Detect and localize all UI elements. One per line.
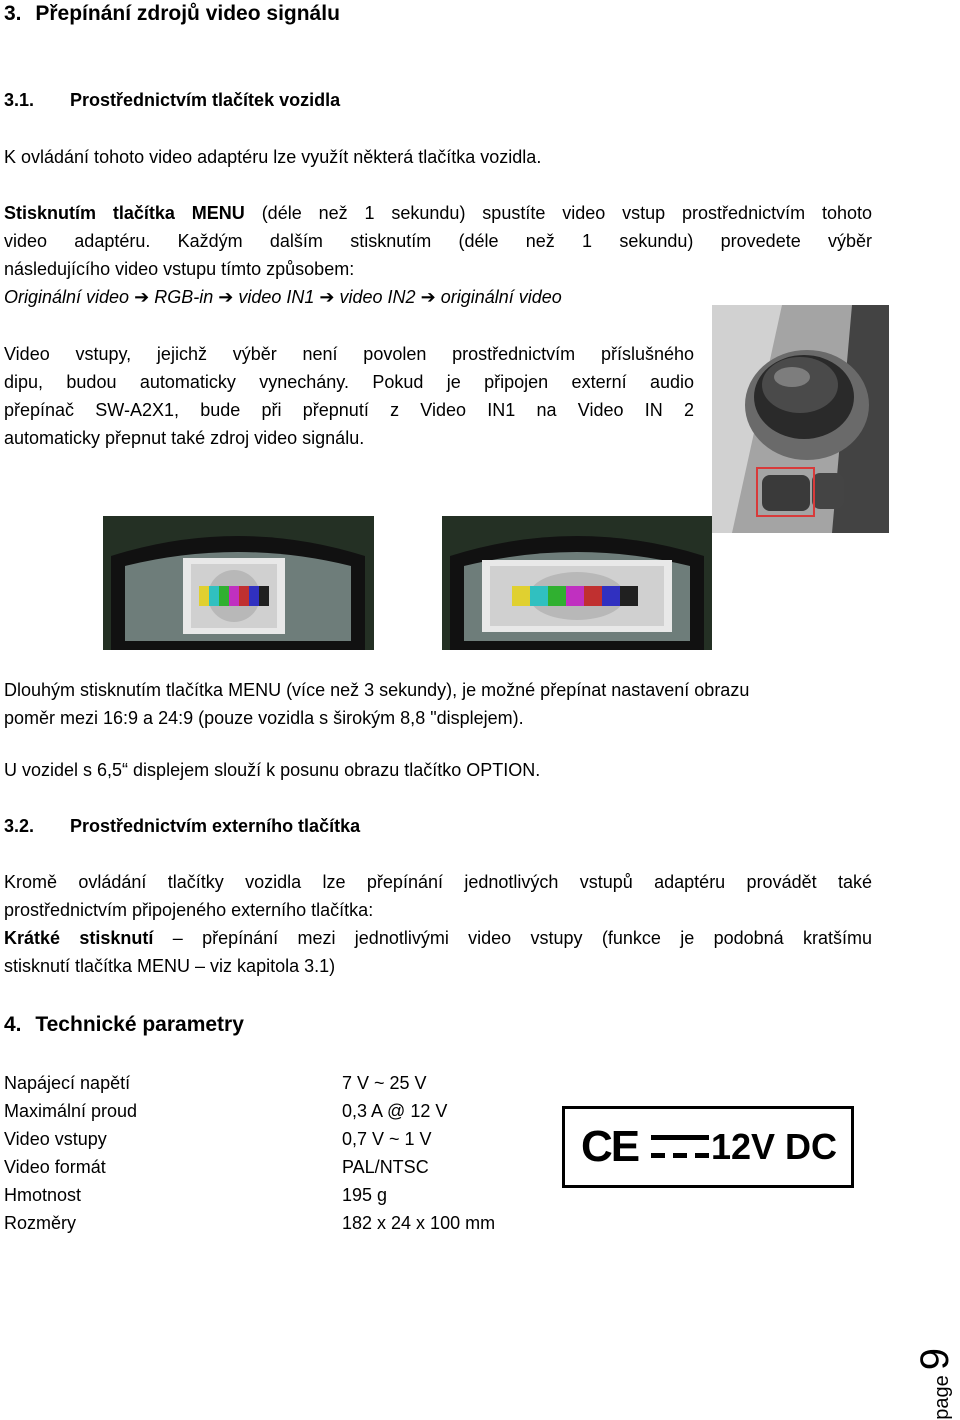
spec-label: Maximální proud xyxy=(4,1101,138,1121)
spec-value: 0,7 V ~ 1 V xyxy=(342,1129,432,1149)
spec-label: Hmotnost xyxy=(4,1185,82,1205)
long-press-paragraph xyxy=(4,676,749,732)
dip-line: automaticky přepnut také zdroj video signálu. xyxy=(4,428,365,448)
page-footer xyxy=(915,1348,956,1420)
section-number: 3.2. xyxy=(4,816,35,836)
spec-row xyxy=(4,1209,564,1237)
seq-item: RGB-in xyxy=(154,287,214,307)
ce-dc-mark xyxy=(562,1106,854,1188)
screen-test-pattern-illustration xyxy=(442,516,712,650)
spec-row xyxy=(4,1069,564,1097)
arrow-right-icon: ➔ xyxy=(319,287,335,307)
spec-value: PAL/NTSC xyxy=(342,1157,429,1177)
page-number: 9 xyxy=(913,1348,957,1371)
section-title: Prostřednictvím tlačítek vozidla xyxy=(70,90,341,110)
external-button-paragraph xyxy=(4,868,872,980)
seq-item: video IN1 xyxy=(238,287,315,307)
option-note: U vozidel s 6,5“ displejem slouží k posunu obrazu tlačítko OPTION. xyxy=(4,760,541,780)
spec-label: Napájecí napětí xyxy=(4,1073,131,1093)
page-word: page xyxy=(931,1375,953,1420)
dip-line: Video vstupy, jejichž výběr není povolen prostřednictvím příslušného xyxy=(4,344,694,364)
spec-value: 0,3 A @ 12 V xyxy=(342,1101,448,1121)
section-heading-3 xyxy=(4,0,340,28)
short-press-text: – přepínání mezi jednotlivými video vstupy (funkce je podobná kratšímu xyxy=(153,928,873,948)
spec-row xyxy=(4,1125,564,1153)
dc-voltage-label: 12V DC xyxy=(711,1126,838,1167)
menu-press-label: Stisknutím tlačítka MENU xyxy=(4,203,245,223)
spec-row xyxy=(4,1097,564,1125)
dip-line: přepínač SW-A2X1, bude při přepnutí z Video IN1 na Video IN 2 xyxy=(4,400,694,420)
seq-item: Originální video xyxy=(4,287,130,307)
menu-press-line3: následujícího video vstupu tímto způsobem: xyxy=(4,259,355,279)
seq-item: originální video xyxy=(440,287,562,307)
external-line: Kromě ovládání tlačítky vozidla lze přepínání jednotlivých vstupů adaptéru provádět také xyxy=(4,872,872,892)
screen-photo-16-9 xyxy=(103,516,374,650)
section-number: 3. xyxy=(4,2,22,25)
section-title: Přepínání zdrojů video signálu xyxy=(35,2,340,25)
section-title: Technické parametry xyxy=(35,1013,244,1036)
dc-symbol-icon xyxy=(651,1131,709,1165)
long-press-line: Dlouhým stisknutím tlačítka MENU (více než 3 sekundy), je možné přepínat nastavení obrazu xyxy=(4,680,750,700)
screen-test-pattern-illustration xyxy=(103,516,374,650)
intro-text: K ovládání tohoto video adaptéru lze využít některá tlačítka vozidla. xyxy=(4,147,542,167)
idrive-controller-photo xyxy=(712,305,889,533)
input-sequence xyxy=(4,283,562,311)
spec-label: Video formát xyxy=(4,1157,106,1177)
spec-value: 7 V ~ 25 V xyxy=(342,1073,427,1093)
section-heading-4 xyxy=(4,1011,244,1039)
short-press-line2: stisknutí tlačítka MENU – viz kapitola 3.1) xyxy=(4,956,336,976)
section-title: Prostřednictvím externího tlačítka xyxy=(70,816,361,836)
spec-label: Video vstupy xyxy=(4,1129,107,1149)
spec-value: 195 g xyxy=(342,1185,388,1205)
section-number: 3.1. xyxy=(4,90,35,110)
section-heading-3-2 xyxy=(4,812,360,840)
idrive-controller-illustration xyxy=(712,305,889,533)
spec-row xyxy=(4,1153,564,1181)
dip-line: dipu, budou automaticky vynechány. Pokud je připojen externí audio xyxy=(4,372,694,392)
external-line: prostřednictvím připojeného externího tlačítka: xyxy=(4,900,374,920)
spec-label: Rozměry xyxy=(4,1213,77,1233)
dip-paragraph xyxy=(4,340,694,452)
arrow-right-icon: ➔ xyxy=(134,287,150,307)
section-number: 4. xyxy=(4,1013,22,1036)
long-press-line: poměr mezi 16:9 a 24:9 (pouze vozidla s širokým 8,8 "displejem). xyxy=(4,708,524,728)
menu-paragraph xyxy=(4,199,872,283)
spec-row xyxy=(4,1181,564,1209)
short-press-label: Krátké stisknutí xyxy=(4,928,154,948)
arrow-right-icon: ➔ xyxy=(420,287,436,307)
arrow-right-icon: ➔ xyxy=(218,287,234,307)
seq-item: video IN2 xyxy=(339,287,416,307)
menu-press-text: (déle než 1 sekundu) spustíte video vstup prostřednictvím tohoto xyxy=(244,203,872,223)
ce-mark-icon: CE xyxy=(581,1122,639,1171)
menu-press-line2: video adaptéru. Každým dalším stisknutím (déle než 1 sekundu) provedete výběr xyxy=(4,231,872,251)
section-heading-3-1 xyxy=(4,86,340,114)
spec-value: 182 x 24 x 100 mm xyxy=(342,1213,496,1233)
screen-photo-24-9 xyxy=(442,516,712,650)
